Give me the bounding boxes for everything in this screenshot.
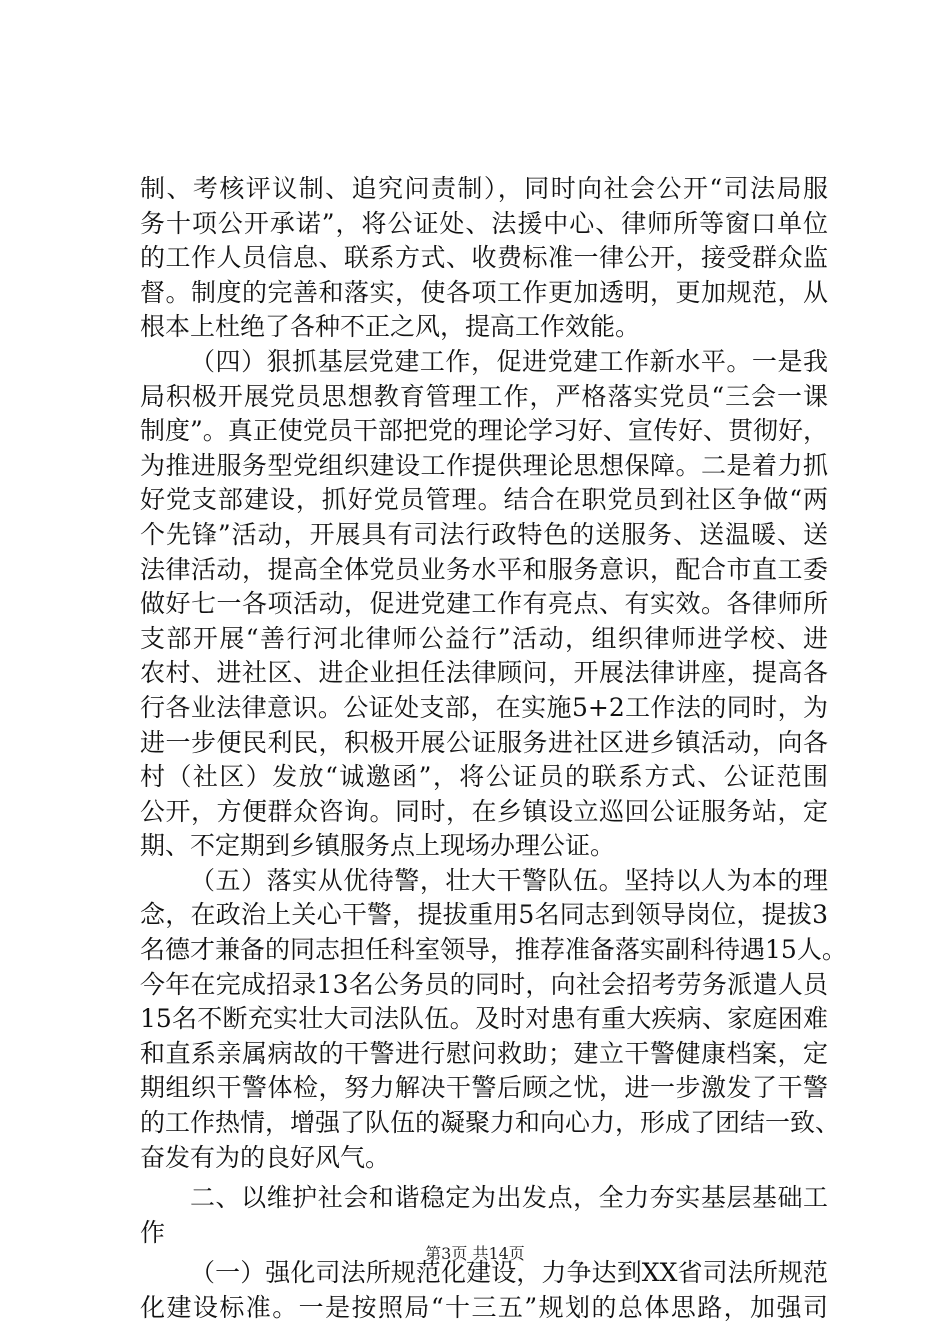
text-line: 制度”。真正使党员干部把党的理论学习好、宣传好、贯彻好， bbox=[140, 416, 828, 446]
text-line: 支部开展“善行河北律师公益行”活动，组织律师进学校、进 bbox=[140, 623, 828, 653]
section-heading-line: 作 bbox=[140, 1217, 166, 1247]
text-line: 公开，方便群众咨询。同时，在乡镇设立巡回公证服务站，定 bbox=[140, 796, 828, 826]
text-line: 化建设标准。一是按照局“十三五”规划的总体思路，加强司 bbox=[140, 1293, 828, 1322]
text-line: 好党支部建设，抓好党员管理。结合在职党员到社区争做“两 bbox=[140, 485, 828, 515]
text-line: 村（社区）发放“诚邀函”，将公证员的联系方式、公证范围 bbox=[140, 762, 828, 792]
text-line: 期组织干警体检，努力解决干警后顾之忧，进一步激发了干警 bbox=[140, 1073, 828, 1103]
text-line: 制、考核评议制、追究问责制），同时向社会公开“司法局服 bbox=[140, 174, 828, 203]
text-line: 15名不断充实壮大司法队伍。及时对患有重大疾病、家庭困难 bbox=[140, 1004, 828, 1034]
text-line: 务十项公开承诺”，将公证处、法援中心、律师所等窗口单位 bbox=[140, 208, 828, 238]
text-line: 个先锋”活动，开展具有司法行政特色的送服务、送温暖、送 bbox=[140, 519, 828, 549]
text-line: （一）强化司法所规范化建设，力争达到XX省司法所规范 bbox=[190, 1258, 828, 1288]
text-line: 的工作人员信息、联系方式、收费标准一律公开，接受群众监 bbox=[140, 243, 828, 273]
section-heading-line: 二、以维护社会和谐稳定为出发点，全力夯实基层基础工 bbox=[190, 1183, 828, 1213]
document-body bbox=[140, 172, 847, 1326]
text-line: 为推进服务型党组织建设工作提供理论思想保障。二是着力抓 bbox=[140, 450, 828, 480]
text-line: 法律活动，提高全体党员业务水平和服务意识，配合市直工委 bbox=[140, 554, 828, 584]
text-line: 督。制度的完善和落实，使各项工作更加透明，更加规范，从 bbox=[140, 277, 828, 307]
text-line: 期、不定期到乡镇服务点上现场办理公证。 bbox=[140, 831, 616, 861]
text-line: 奋发有为的良好风气。 bbox=[140, 1142, 391, 1172]
text-line: 根本上杜绝了各种不正之风，提高工作效能。 bbox=[140, 312, 641, 342]
text-line: 和直系亲属病故的干警进行慰问救助；建立干警健康档案，定 bbox=[140, 1038, 828, 1068]
text-line: 念，在政治上关心干警，提拔重用5名同志到领导岗位，提拔3 bbox=[140, 900, 828, 930]
text-line: （五）落实从优待警，壮大干警队伍。坚持以人为本的理 bbox=[190, 865, 828, 895]
text-line: 局积极开展党员思想教育管理工作，严格落实党员“三会一课 bbox=[140, 381, 828, 411]
page-number-footer: 第3页 共14页 bbox=[425, 1244, 525, 1263]
text-line: 的工作热情，增强了队伍的凝聚力和向心力，形成了团结一致、 bbox=[140, 1108, 841, 1138]
text-line: 名德才兼备的同志担任科室领导，推荐准备落实副科待遇15人。 bbox=[140, 935, 847, 965]
text-line: 农村、进社区、进企业担任法律顾问，开展法律讲座，提高各 bbox=[140, 658, 828, 688]
text-line: （四）狠抓基层党建工作，促进党建工作新水平。一是我 bbox=[190, 346, 828, 376]
text-line: 进一步便民利民，积极开展公证服务进社区进乡镇活动，向各 bbox=[140, 727, 828, 757]
text-line: 行各业法律意识。公证处支部，在实施5+2工作法的同时，为 bbox=[140, 692, 828, 722]
text-line: 做好七一各项活动，促进党建工作有亮点、有实效。各律师所 bbox=[140, 589, 828, 619]
text-line: 今年在完成招录13名公务员的同时，向社会招考劳务派遣人员 bbox=[140, 969, 828, 999]
